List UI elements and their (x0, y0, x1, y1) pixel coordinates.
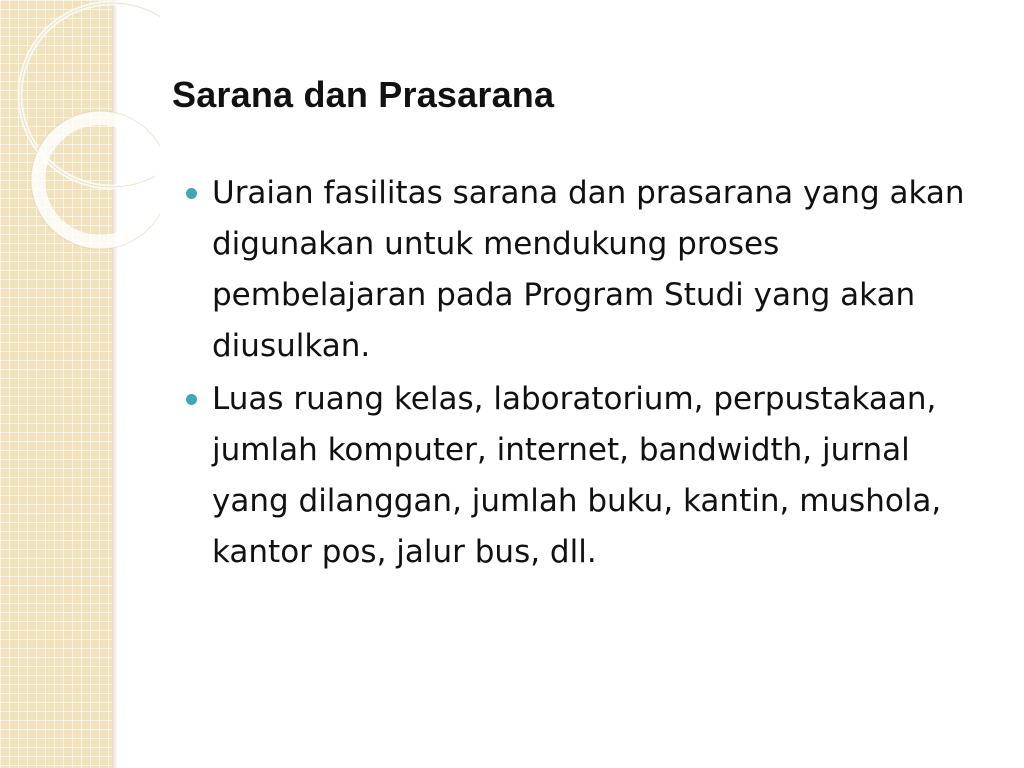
bullet-list (186, 168, 986, 580)
bullet-item (186, 374, 986, 578)
slide-title: Sarana dan Prasarana (172, 74, 555, 115)
bullet-text: Luas ruang kelas, laboratorium, perpustakaan, jumlah komputer, internet, bandwidth, jurnal yang dilanggan, jumlah buku, kantin, mushola, kantor pos, jalur bus, dll. (212, 381, 942, 570)
decorative-rings (0, 0, 160, 260)
bullet-text: Uraian fasilitas sarana dan prasarana yang akan digunakan untuk mendukung proses pembelajaran pada Program Studi yang akan diusulkan. (212, 175, 965, 364)
bullet-dot-icon (186, 394, 197, 405)
bullet-dot-icon (186, 188, 197, 199)
bullet-item (186, 168, 986, 372)
